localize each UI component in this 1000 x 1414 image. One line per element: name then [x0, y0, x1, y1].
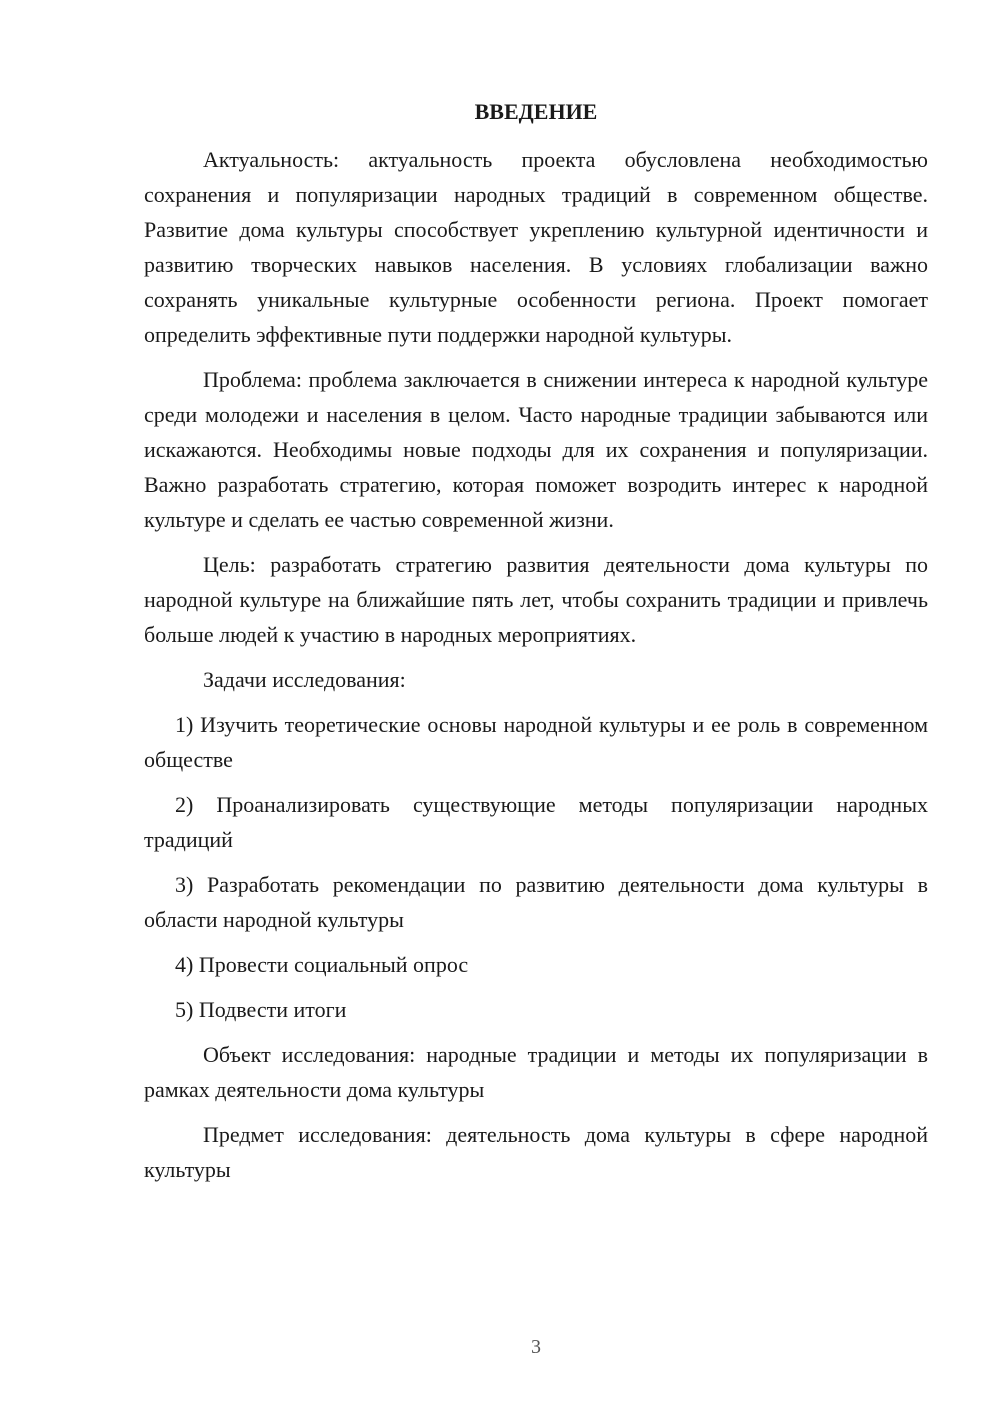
tasks-list [144, 707, 928, 1027]
task-item-5: 5) Подвести итоги [175, 997, 347, 1022]
page-number: 3 [531, 1336, 541, 1358]
tasks-heading: Задачи исследования: [203, 667, 406, 692]
task-item-4: 4) Провести социальный опрос [175, 952, 469, 977]
subject-paragraph: Предмет исследования: деятельность дома культуры в сфере народной культуры [144, 1122, 928, 1182]
goal-paragraph: Цель: разработать стратегию развития деятельности дома культуры по народной культуре на ближайшие пять лет, чтобы сохранить традиции и привлечь больше людей к участию в народных мероприятиях. [144, 552, 928, 647]
task-item-2: 2) Проанализировать существующие методы популяризации народных традиций [144, 792, 928, 852]
page-title: ВВЕДЕНИЕ [474, 99, 598, 124]
task-item-1: 1) Изучить теоретические основы народной культуры и ее роль в современном обществе [144, 712, 928, 772]
document-page [144, 94, 928, 1197]
task-item-3: 3) Разработать рекомендации по развитию деятельности дома культуры в области народной культуры [144, 872, 928, 932]
object-paragraph: Объект исследования: народные традиции и методы их популяризации в рамках деятельности дома культуры [144, 1042, 928, 1102]
problem-paragraph: Проблема: проблема заключается в снижении интереса к народной культуре среди молодежи и населения в целом. Часто народные традиции забываются или искажаются. Необходимы новые подходы для их сохранения и популяризации. Важно разработать стратегию, которая поможет возродить интерес к народной культуре и сделать ее частью современной жизни. [144, 367, 928, 532]
relevance-paragraph: Актуальность: актуальность проекта обусловлена необходимостью сохранения и популяризации народных традиций в современном обществе. Развитие дома культуры способствует укреплению культурной идентичности и развитию творческих навыков населения. В условиях глобализации важно сохранять уникальные культурные особенности региона. Проект помогает определить эффективные пути поддержки народной культуры. [144, 147, 928, 347]
